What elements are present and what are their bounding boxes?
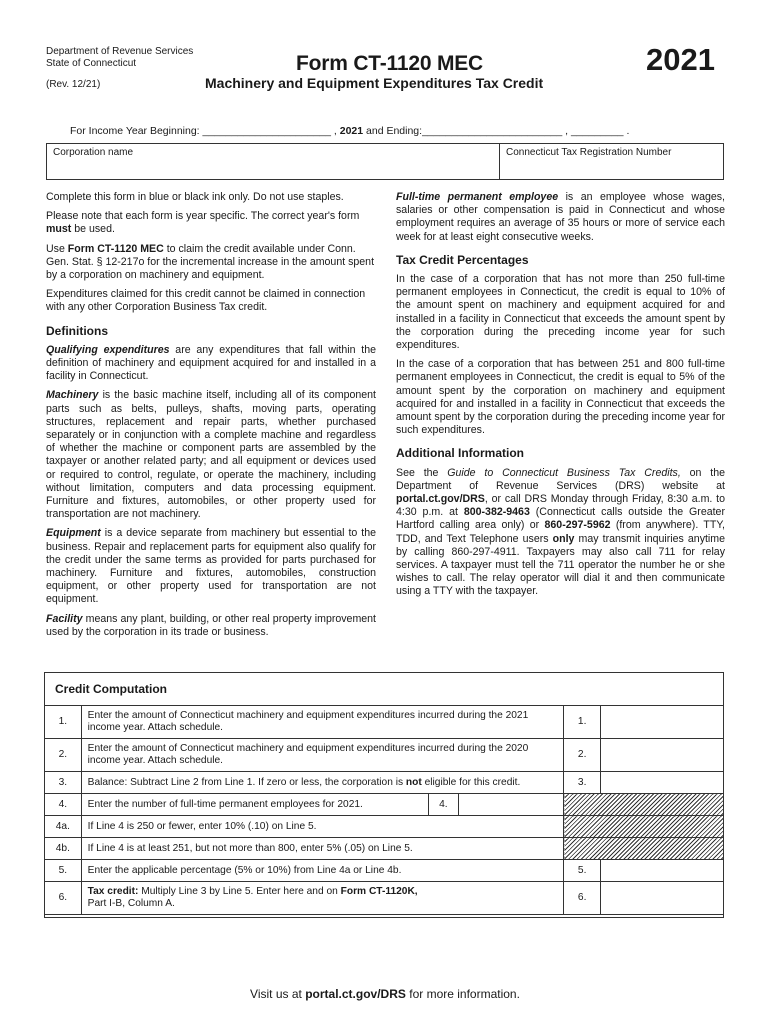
line-description: If Line 4 is 250 or fewer, enter 10% (.10) on Line 5. [81,816,564,838]
credit-computation-table [44,705,724,915]
line-number: 3. [45,772,82,794]
additional-info-heading: Additional Information [396,446,524,461]
line-description: Tax credit: Multiply Line 3 by Line 5. Enter here and on Form CT-1120K, Part I-B, Column A. [81,882,564,915]
line-description: Enter the amount of Connecticut machinery and equipment expenditures incurred during the 2020 income year. Attach schedule. [81,739,564,772]
revision-date: (Rev. 12/21) [46,79,101,90]
line-description: If Line 4 is at least 251, but not more than 800, enter 5% (.05) on Line 5. [81,838,564,860]
footer-portal-link[interactable]: portal.ct.gov/DRS [305,987,406,1001]
additional-info-text: See the Guide to Connecticut Business Tax Credits, on the Department of Revenue Services (DRS) website at portal.ct.gov/DRS, or call DRS Monday through Friday, 8:30 a.m. to 4:30 p.m. at 800-382-9463 (Connecticut calls outside the Greater Hartford calling area only) or 860-297-5962 (from anywhere). TTY, TDD, and Text Telephone users only may transmit inquiries anytime by calling 860-297-4911. Taxpayers may also call 711 for relay services. A taxpayer must tell the 711 operator the number he or she wishes to call. The relay operator will dial it and then communicate using a TTY with the taxpayer. [396,466,726,598]
income-year-begin[interactable]: For Income Year Beginning: ______________________ , [70,125,337,137]
line-box-number: 5. [564,860,600,882]
line-description: Enter the number of full-time permanent employees for 2021. [81,794,428,816]
def-equipment: Equipment is a device separate from machinery but essential to the business. Repair and replacement parts for equipment also qualify for the credit under the same terms as provided for parts purchased for machinery. Furniture and fixtures, automobiles, construction equipment, or other property used for transportation are not equipment. [46,527,376,606]
table-row [45,882,724,915]
line-number: 4b. [45,838,82,860]
line-4-employees-input[interactable] [459,794,564,816]
def-full-time-employee: Full-time permanent employee is an employee whose wages, salaries or other compensation is paid in Connecticut and whose employment requires an average of 35 hours or more of service each week for at least eight consecutive weeks. [396,191,725,243]
corporation-name-label: Corporation name [53,147,134,158]
tax-registration-field[interactable] [500,143,724,180]
table-row [45,838,724,860]
def-qualifying-expenditures: Qualifying expenditures are any expenditures that fall within the definition of machinery and equipment acquired for and installed in a facility in Connecticut. [46,343,376,383]
shaded-area [564,816,724,838]
income-year-end[interactable]: and Ending:________________________ , _________ . [366,125,630,137]
line-3-amount-input[interactable] [600,772,723,794]
line-number: 5. [45,860,82,882]
percentage-5-text: In the case of a corporation that has between 251 and 800 full-time permanent employees in Connecticut, the credit is equal to 5% of the amount spent by the corporation on machinery and equipment acquired for and installed in a facility in Connecticut that exceeds the amount spent by the corporation during the preceding income year for such expenditures. [396,358,725,437]
ink-instruction: Complete this form in blue or black ink only. Do not use staples. [46,191,344,203]
percentage-10-text: In the case of a corporation that has not more than 250 full-time permanent employees in Connecticut, the credit is equal to 10% of the amount spent on machinery and equipment acquired for and installed in a facility in Connecticut that exceeds the amount spent by the corporation during the preceding income year for such expenditures. [396,273,725,352]
line-box-number: 3. [564,772,600,794]
state-name: State of Connecticut [46,58,137,69]
form-subtitle: Machinery and Equipment Expenditures Tax Credit [205,75,544,91]
drs-portal-link[interactable]: portal.ct.gov/DRS [396,493,485,506]
year-specific-note: Please note that each form is year specific. The correct year's form must be used. [46,210,360,236]
line-5-percentage-input[interactable] [600,860,723,882]
line-box-number: 1. [564,706,600,739]
line-box-number: 6. [564,882,600,915]
line-1-amount-input[interactable] [600,706,723,739]
corporation-name-field[interactable] [46,143,500,180]
line-description: Enter the amount of Connecticut machinery and equipment expenditures incurred during the 2021 income year. Attach schedule. [81,706,564,739]
line-number: 1. [45,706,82,739]
table-row [45,739,724,772]
table-row [45,860,724,882]
line-2-amount-input[interactable] [600,739,723,772]
line-number: 6. [45,882,82,915]
instructions-right-column [396,191,725,605]
line-number: 2. [45,739,82,772]
instructions-left-column [46,191,376,645]
table-row [45,706,724,739]
table-row [45,816,724,838]
line-box-number: 4. [428,794,459,816]
line-box-number: 2. [564,739,600,772]
def-machinery: Machinery is the basic machine itself, including all of its component parts such as belts, pulleys, shafts, moving parts, operating structures, replacement and repair parts, whether purchased separately or in conjunction with a complete machine and regardless of whether the machine or component parts are assembled by the taxpayer or another related party; and all equipment or devices used or required to control, regulate, or operate the machinery, including without limitation, computers and data processing equipment. Furniture and fixtures, automobiles, or other property used for transportation are not machinery. [46,389,377,521]
footer: Visit us at portal.ct.gov/DRS for more information. [250,987,520,1001]
tax-registration-label: Connecticut Tax Registration Number [506,147,672,158]
dept-name: Department of Revenue Services [46,46,194,57]
tax-year: 2021 [646,42,715,77]
drs-phone-2: 860-297-5962 [544,519,611,532]
shaded-area [564,794,724,816]
drs-phone-1: 800-382-9463 [463,506,530,519]
income-year-line[interactable] [70,125,629,137]
line-number: 4a. [45,816,82,838]
usage-note: Use Form CT-1120 MEC to claim the credit available under Conn. Gen. Stat. § 12-217o for the incremental increase in the amount spent by a corporation on machinery and equipment. [46,242,375,282]
shaded-area [564,838,724,860]
department-header [46,46,193,70]
definitions-heading: Definitions [46,323,108,338]
form-title: Form CT-1120 MEC [296,52,484,75]
table-row [45,772,724,794]
line-6-tax-credit-input[interactable] [600,882,723,915]
percentages-heading: Tax Credit Percentages [396,252,529,267]
income-year-value: 2021 [339,125,364,137]
line-description: Balance: Subtract Line 2 from Line 1. If zero or less, the corporation is not eligible for this credit. [81,772,564,794]
table-row [45,794,724,816]
def-facility: Facility means any plant, building, or other real property improvement used by the corporation in its trade or business. [46,612,376,638]
line-number: 4. [45,794,82,816]
expenditure-note: Expenditures claimed for this credit cannot be claimed in connection with any other Corporation Business Tax credit. [46,288,366,314]
credit-computation-title: Credit Computation [55,682,167,696]
line-description: Enter the applicable percentage (5% or 10%) from Line 4a or Line 4b. [81,860,564,882]
